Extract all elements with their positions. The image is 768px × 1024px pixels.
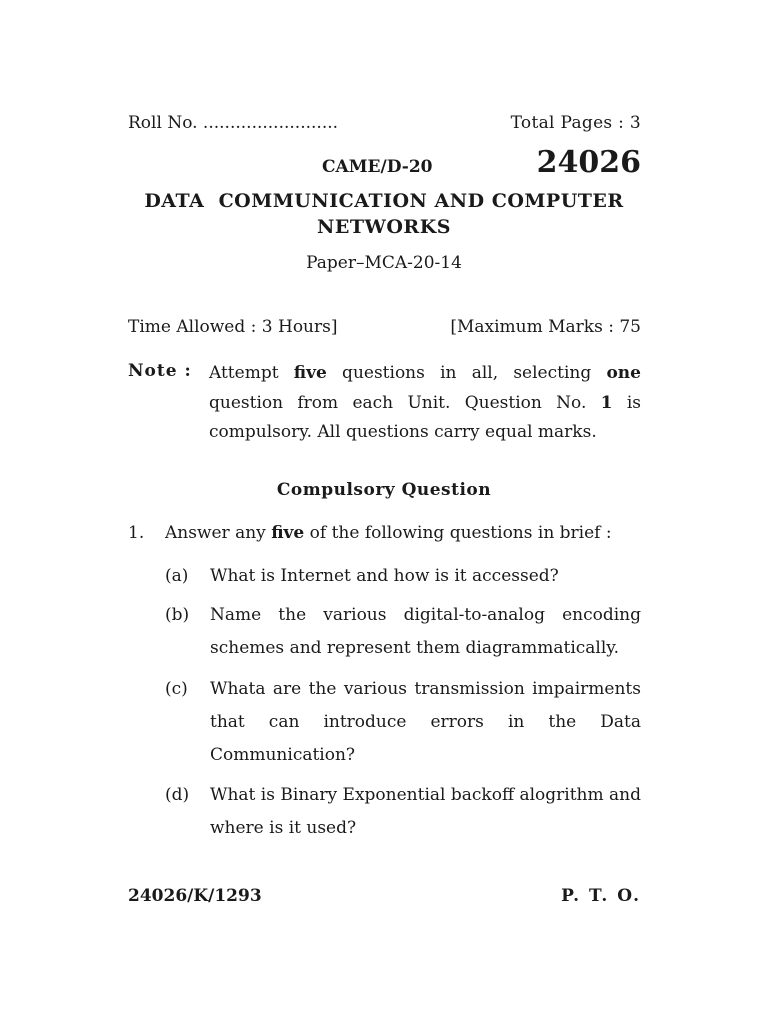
question-bold-five: five xyxy=(271,523,305,543)
please-turn-over: P. T. O. xyxy=(561,886,641,906)
total-pages: Total Pages : 3 xyxy=(510,113,641,133)
section-title: Compulsory Question xyxy=(276,480,492,500)
time-allowed: Time Allowed : 3 Hours] xyxy=(128,317,338,337)
note-text-part: question from each Unit. Question No. xyxy=(209,392,601,413)
note-text-part: Attempt xyxy=(209,363,294,383)
question-text-part: of the following questions in brief : xyxy=(304,523,612,543)
note-text-part: is compulsory. All questions carry equal marks. xyxy=(209,392,641,442)
note-bold-five: five xyxy=(293,363,327,383)
question-number: 1. xyxy=(128,523,145,543)
part-label-d: (d) xyxy=(165,785,190,805)
maximum-marks: [Maximum Marks : 75 xyxy=(450,317,641,337)
title-line-1: DATA COMMUNICATION AND COMPUTER xyxy=(144,190,624,212)
roll-number: Roll No. ......................... xyxy=(128,113,339,133)
part-text-c: Whata are the various transmission impairments that can introduce errors in the Data Communication? xyxy=(210,679,641,765)
part-text-d: What is Binary Exponential backoff alogrithm and where is it used? xyxy=(210,785,641,838)
question-text xyxy=(165,523,641,543)
paper-code: Paper–MCA-20-14 xyxy=(306,253,462,273)
question-text-part: Answer any xyxy=(165,523,272,543)
note-bold-number: 1 xyxy=(600,392,613,413)
paper-number: 24026 xyxy=(536,145,641,180)
part-label-b: (b) xyxy=(165,605,190,625)
part-text-b: Name the various digital-to-analog encoding schemes and represent them diagrammatically. xyxy=(210,605,641,658)
note-label: Note : xyxy=(128,361,192,381)
exam-code: CAME/D-20 xyxy=(322,157,433,177)
footer-code: 24026/K/1293 xyxy=(128,886,262,906)
part-label-a: (a) xyxy=(165,566,189,586)
note-text-part: questions in all, selecting xyxy=(326,363,607,383)
title-line-2: NETWORKS xyxy=(317,216,451,238)
part-text-a: What is Internet and how is it accessed? xyxy=(210,566,559,586)
part-label-c: (c) xyxy=(165,679,188,699)
note-bold-one: one xyxy=(606,363,641,383)
note-text xyxy=(209,359,641,448)
